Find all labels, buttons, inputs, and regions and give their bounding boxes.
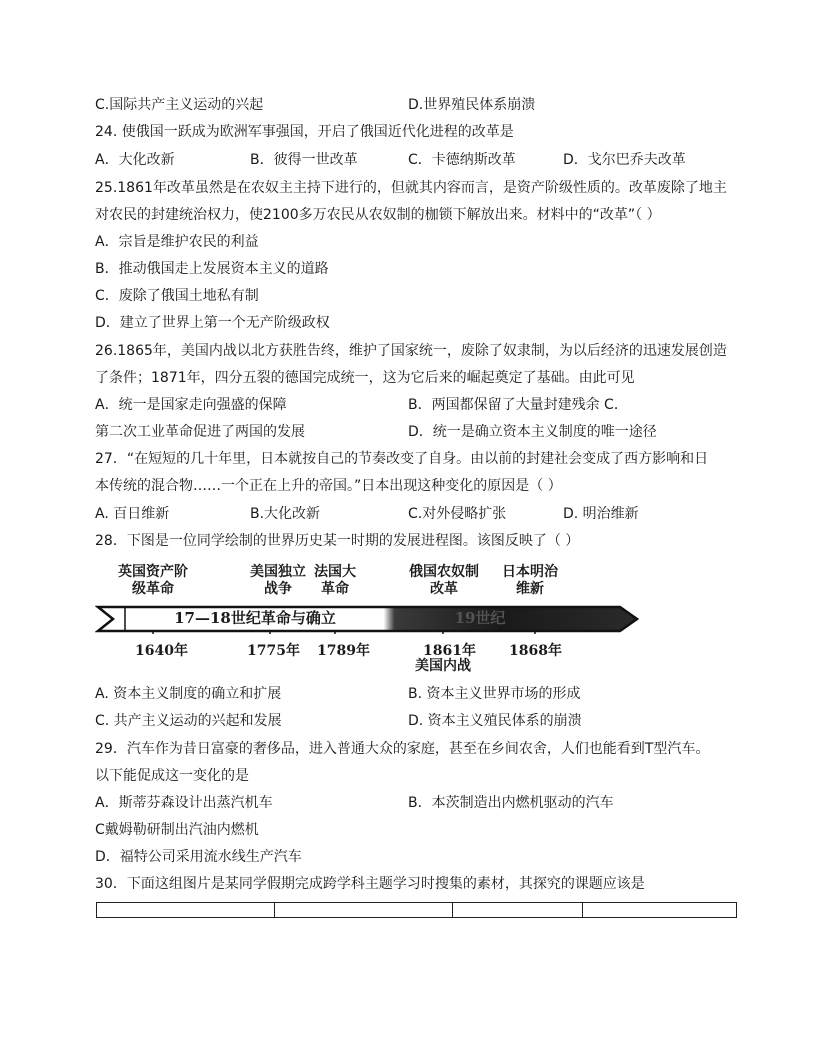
q24-option-a: A．大化改新 (95, 152, 175, 168)
q25-option-b: B．推动俄国走上发展资本主义的道路 (95, 261, 329, 277)
q25-option-c: C．废除了俄国土地私有制 (95, 288, 259, 304)
q25-stem-line2: 对农民的封建统治权力，使2100多万农民从农奴制的枷锁下解放出来。材料中的“改革”（ ） (95, 207, 661, 223)
timeline-event-meiji-restoration: 日本明治维新 (502, 564, 558, 597)
q30-table-cell (582, 903, 736, 918)
q30-table-cell (453, 903, 582, 918)
q27-option-c: C.对外侵略扩张 (408, 506, 507, 522)
q26-option-d: D．统一是确立资本主义制度的唯一途径 (408, 424, 657, 440)
q29-option-b: B．本茨制造出内燃机驱动的汽车 (408, 795, 614, 811)
q29-option-a: A．斯蒂芬森设计出蒸汽机车 (95, 795, 273, 811)
timeline-year-1861: 1861年 (423, 643, 476, 659)
q24-option-b: B．彼得一世改革 (250, 152, 358, 168)
timeline-year-1789: 1789年 (317, 643, 370, 659)
q29-stem-line1: 29．汽车作为昔日富豪的奢侈品，进入普通大众的家庭，甚至在乡间农舍，人们也能看到T型汽车。 (95, 741, 710, 757)
history-timeline-figure (95, 560, 640, 680)
q25-stem-line1: 25.1861年改革虽然是在农奴主主持下进行的，但就其内容而言，是资产阶级性质的。改革废除了地主 (95, 180, 727, 196)
q30-image-table (96, 902, 737, 918)
q30-table-cell (275, 903, 453, 918)
q24-option-c: C．卡德纳斯改革 (408, 152, 516, 168)
q25-option-d: D．建立了世界上第一个无产阶级政权 (95, 315, 330, 331)
q27-option-d: D. 明治维新 (563, 506, 639, 522)
timeline-event-russian-serf-reform: 俄国农奴制改革 (409, 564, 479, 597)
timeline-band-label-dark: 19世纪 (454, 609, 506, 627)
q23-option-c: C.国际共产主义运动的兴起 (95, 97, 264, 113)
q26-stem-line2: 了条件；1871年，四分五裂的德国完成统一，这为它后来的崛起奠定了基础。由此可见 (95, 370, 635, 386)
q26-stem-line1: 26.1865年，美国内战以北方获胜告终，维护了国家统一，废除了奴隶制，为以后经济的迅速发展创造 (95, 343, 727, 359)
timeline-event-american-independence: 美国独立战争 (250, 564, 306, 597)
q28-option-a: A. 资本主义制度的确立和扩展 (95, 686, 282, 702)
q26-option-c-continued: 第二次工业革命促进了两国的发展 (95, 424, 305, 440)
q28-option-d: D. 资本主义殖民体系的崩溃 (408, 713, 582, 729)
timeline-year-1640: 1640年 (135, 643, 188, 659)
q28-stem: 28．下图是一位同学绘制的世界历史某一时期的发展进程图。该图反映了（ ） (95, 533, 580, 549)
q26-option-b-c: B．两国都保留了大量封建残余 C． (408, 397, 628, 413)
q30-stem: 30．下面这组图片是某同学假期完成跨学科主题学习时搜集的素材，其探究的课题应该是 (95, 876, 645, 892)
q27-option-b: B.大化改新 (250, 506, 321, 522)
timeline-event-english-revolution: 英国资产阶级革命 (118, 564, 188, 597)
q27-stem-line1: 27．“在短短的几十年里，日本就按自己的节奏改变了自身。由以前的封建社会变成了西方影响和日 (95, 451, 709, 467)
q29-option-d: D．福特公司采用流水线生产汽车 (95, 849, 302, 865)
timeline-band-label: 17—18世纪革命与确立 (174, 609, 336, 627)
q29-stem-line2: 以下能促成这一变化的是 (95, 768, 249, 784)
q23-option-d: D.世界殖民体系崩溃 (408, 97, 536, 113)
q27-option-a: A. 百日维新 (95, 506, 170, 522)
q30-table-cell (97, 903, 275, 918)
q24-stem: 24. 使俄国一跃成为欧洲军事强国，开启了俄国近代化进程的改革是 (95, 124, 514, 140)
timeline-year-1868: 1868年 (509, 643, 562, 659)
timeline-event-french-revolution: 法国大革命 (314, 564, 356, 597)
timeline-event-american-civil-war: 美国内战 (415, 658, 471, 674)
q28-option-b: B. 资本主义世界市场的形成 (408, 686, 581, 702)
q26-option-a: A．统一是国家走向强盛的保障 (95, 397, 287, 413)
q29-option-c: C戴姆勒研制出汽油内燃机 (95, 822, 259, 838)
q25-option-a: A．宗旨是维护农民的利益 (95, 234, 259, 250)
q27-stem-line2: 本传统的混合物……一个正在上升的帝国。”日本出现这种变化的原因是（ ） (95, 478, 562, 494)
q28-option-c: C. 共产主义运动的兴起和发展 (95, 713, 282, 729)
timeline-year-1775: 1775年 (247, 643, 300, 659)
q24-option-d: D．戈尔巴乔夫改革 (563, 152, 686, 168)
